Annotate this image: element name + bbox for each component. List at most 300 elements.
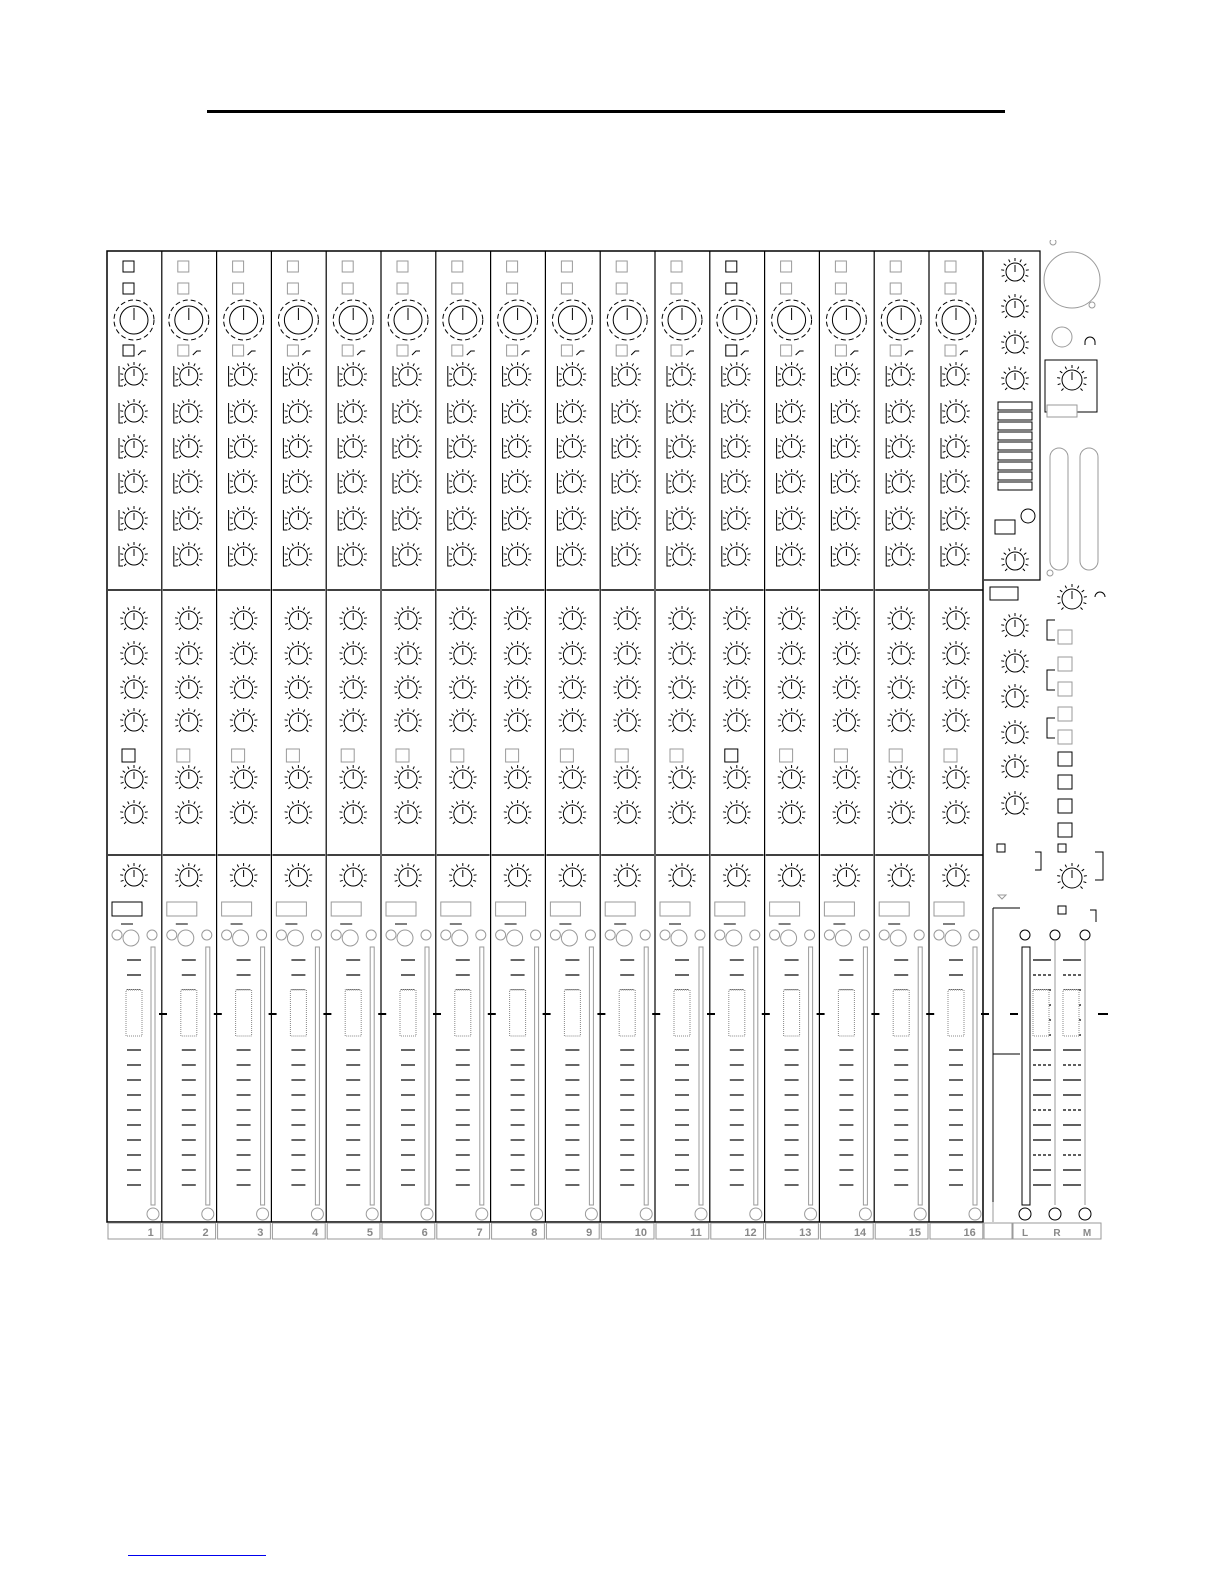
knob-tick (364, 623, 367, 624)
knob-tick (303, 677, 304, 680)
fader-track (535, 947, 539, 1205)
rotary-knob (778, 675, 806, 699)
knob-tick (676, 608, 677, 611)
knob-tick (506, 475, 508, 477)
knob-tick (364, 880, 367, 881)
channel-strip-15 (874, 251, 934, 1239)
knob-tick (398, 730, 400, 732)
knob-tick (563, 885, 565, 887)
rotary-knob (120, 800, 148, 824)
eq-bracket (722, 366, 726, 386)
knob-tick (128, 767, 129, 770)
knob-tick (1004, 553, 1006, 555)
knob-tick (687, 544, 688, 547)
knob-tick (123, 681, 125, 683)
knob-tick (232, 440, 234, 442)
knob-tick (254, 880, 257, 881)
knob-tick (797, 710, 798, 713)
knob-tick (851, 364, 852, 367)
knob-tick (837, 564, 839, 566)
knob-tick (364, 658, 367, 659)
knob-tick (563, 730, 565, 732)
knob-tick (179, 421, 181, 423)
rotary-knob (175, 708, 203, 732)
knob-tick (676, 401, 677, 404)
knob-tick (362, 806, 364, 808)
knob-tick (287, 612, 289, 614)
led (147, 930, 157, 940)
knob-tick (851, 544, 852, 547)
rotary-knob (723, 506, 751, 530)
knob-tick (895, 364, 896, 367)
rotary-knob (504, 469, 532, 493)
knob-tick (747, 880, 750, 881)
knob-tick (124, 787, 126, 789)
knob-tick (123, 405, 125, 407)
knob-tick (449, 692, 452, 693)
knob-tick (303, 471, 304, 474)
knob-tick (287, 869, 289, 871)
phantom-switch (726, 261, 737, 272)
led (496, 930, 506, 940)
eq-bracket (777, 510, 781, 530)
knob-tick (888, 782, 891, 783)
knob-tick (1002, 737, 1005, 738)
knob-tick (1004, 655, 1006, 657)
knob-tick (950, 436, 951, 439)
fader-track (425, 947, 429, 1205)
knob-tick (252, 440, 254, 442)
rotary-knob (668, 434, 696, 458)
channel-strip-4 (271, 251, 331, 1239)
knob-tick (139, 364, 140, 367)
knob-tick (965, 612, 967, 614)
knob-tick (121, 486, 124, 487)
knob-tick (561, 681, 563, 683)
eq-bracket (283, 403, 287, 423)
knob-tick (746, 405, 748, 407)
knob-tick (778, 451, 781, 452)
knob-tick (523, 471, 524, 474)
knob-tick (289, 384, 291, 386)
knob-tick (888, 692, 891, 693)
knob-tick (142, 491, 144, 493)
knob-tick (857, 817, 860, 818)
knob-tick (340, 416, 343, 417)
assign-switch (286, 749, 299, 762)
knob-tick (194, 608, 195, 611)
knob-tick (234, 564, 236, 566)
screw (1089, 302, 1095, 308)
channel-number-label: 1 (147, 1227, 154, 1239)
knob-tick (687, 677, 688, 680)
knob-tick (632, 401, 633, 404)
knob-tick (472, 681, 474, 683)
rotary-knob (449, 708, 477, 732)
knob-tick (1009, 296, 1010, 299)
lowcut-switch (507, 345, 518, 356)
knob-tick (1023, 706, 1025, 708)
knob-tick (453, 885, 455, 887)
knob-tick (252, 869, 254, 871)
knob-tick (397, 475, 399, 477)
knob-tick (249, 508, 250, 511)
mute-button (550, 902, 580, 916)
knob-tick (895, 436, 896, 439)
rotary-knob (285, 469, 313, 493)
eq-bracket (393, 366, 397, 386)
knob-tick (835, 512, 837, 514)
fader-end (969, 1208, 981, 1220)
bracket (1035, 852, 1041, 870)
knob-tick (413, 471, 414, 474)
knob-tick (506, 714, 508, 716)
lowcut-icon (631, 351, 639, 355)
led (859, 930, 869, 940)
assign-switch (780, 749, 793, 762)
knob-tick (616, 869, 618, 871)
rotary-knob (668, 708, 696, 732)
knob-tick (179, 787, 181, 789)
aux-switch (1058, 823, 1072, 837)
knob-tick (802, 523, 805, 524)
knob-tick (857, 623, 860, 624)
knob-tick (635, 663, 637, 665)
knob-tick (307, 512, 309, 514)
eq-bracket (557, 366, 561, 386)
knob-tick (580, 456, 582, 458)
knob-tick (888, 523, 891, 524)
knob-tick (891, 628, 893, 630)
knob-tick (778, 880, 781, 881)
rotary-knob (833, 675, 861, 699)
knob-tick (835, 612, 837, 614)
knob-tick (890, 548, 892, 550)
knob-tick (950, 643, 951, 646)
rotary-knob (833, 506, 861, 530)
knob-tick (468, 436, 469, 439)
knob-tick (362, 612, 364, 614)
knob-tick (473, 416, 476, 417)
eq-bracket (667, 403, 671, 423)
knob-tick (910, 440, 912, 442)
knob-tick (123, 368, 125, 370)
knob-tick (672, 628, 674, 630)
knob-tick (347, 802, 348, 805)
rotary-knob (723, 765, 751, 789)
assign-switch (725, 749, 738, 762)
knob-tick (142, 564, 144, 566)
phantom-switch (123, 261, 134, 272)
knob-tick (254, 523, 257, 524)
knob-tick (561, 405, 563, 407)
knob-tick (802, 416, 805, 417)
knob-tick (895, 544, 896, 547)
knob-tick (199, 692, 202, 693)
channel-strip-3 (217, 251, 277, 1239)
knob-tick (177, 806, 179, 808)
led (750, 930, 760, 940)
knob-tick (362, 475, 364, 477)
knob-tick (397, 405, 399, 407)
knob-tick (358, 508, 359, 511)
knob-tick (563, 822, 565, 824)
knob-tick (669, 817, 672, 818)
rotary-knob (449, 362, 477, 386)
rotary-knob (120, 765, 148, 789)
knob-tick (1060, 869, 1062, 871)
knob-tick (347, 401, 348, 404)
knob-tick (177, 714, 179, 716)
master-fader-end (1049, 1208, 1061, 1220)
knob-tick (566, 544, 567, 547)
knob-tick (671, 714, 673, 716)
knob-tick (617, 456, 619, 458)
rotary-knob (339, 399, 367, 423)
knob-tick (139, 608, 140, 611)
knob-tick (251, 491, 253, 493)
knob-tick (292, 802, 293, 805)
knob-tick (581, 368, 583, 370)
knob-tick (563, 787, 565, 789)
knob-tick (563, 628, 565, 630)
knob-tick (581, 405, 583, 407)
eq-bracket (886, 366, 890, 386)
rotary-knob (449, 542, 477, 566)
knob-tick (581, 440, 583, 442)
led (202, 930, 212, 940)
eq-bracket (777, 546, 781, 566)
knob-tick (124, 697, 126, 699)
switch-bracket (1047, 670, 1055, 690)
knob-tick (177, 647, 179, 649)
knob-tick (449, 880, 452, 881)
knob-tick (966, 486, 969, 487)
gain-knob (936, 300, 976, 340)
knob-tick (636, 405, 638, 407)
phantom-switch (452, 261, 463, 272)
eq-bracket (119, 366, 123, 386)
fader-cap (181, 990, 197, 1036)
knob-tick (851, 767, 852, 770)
fader-cap (345, 990, 361, 1036)
rotary-knob (230, 641, 258, 665)
master-bus-label: R (1053, 1228, 1061, 1239)
knob-tick (142, 384, 144, 386)
rotary-knob (285, 506, 313, 530)
knob-tick (252, 681, 254, 683)
knob-tick (309, 658, 312, 659)
knob-tick (251, 730, 253, 732)
pad-switch (781, 283, 792, 294)
knob-tick (746, 869, 748, 871)
knob-tick (194, 436, 195, 439)
knob-tick (343, 730, 345, 732)
knob-tick (252, 475, 254, 477)
knob-tick (471, 730, 473, 732)
knob-tick (797, 544, 798, 547)
knob-tick (1005, 569, 1007, 571)
knob-tick (468, 401, 469, 404)
knob-tick (780, 647, 782, 649)
knob-tick (347, 710, 348, 713)
rotary-knob (833, 606, 861, 630)
knob-tick (182, 508, 183, 511)
knob-tick (723, 523, 726, 524)
knob-tick (747, 559, 750, 560)
knob-tick (287, 548, 289, 550)
aux-switch (1058, 775, 1072, 789)
mute-button (496, 902, 526, 916)
knob-tick (251, 456, 253, 458)
knob-tick (730, 436, 731, 439)
knob-tick (691, 681, 693, 683)
knob-tick (343, 885, 345, 887)
knob-tick (888, 451, 891, 452)
knob-tick (727, 384, 729, 386)
rotary-knob (887, 506, 915, 530)
knob-tick (292, 865, 293, 868)
knob-tick (198, 647, 200, 649)
knob-tick (632, 710, 633, 713)
master-fader-end (1019, 1208, 1031, 1220)
knob-tick (617, 697, 619, 699)
eq-bracket (722, 403, 726, 423)
knob-tick (723, 658, 726, 659)
knob-tick (785, 677, 786, 680)
knob-tick (508, 528, 510, 530)
knob-tick (581, 806, 583, 808)
fader-cap (290, 990, 306, 1036)
knob-tick (797, 471, 798, 474)
knob-tick (851, 508, 852, 511)
knob-tick (343, 697, 345, 699)
knob-tick (725, 475, 727, 477)
knob-tick (124, 628, 126, 630)
knob-tick (632, 677, 633, 680)
eq-bracket (557, 438, 561, 458)
eq-bracket (393, 473, 397, 493)
rotary-knob (559, 362, 587, 386)
knob-tick (742, 710, 743, 713)
knob-tick (472, 368, 474, 370)
rotary-knob (887, 434, 915, 458)
knob-tick (566, 643, 567, 646)
lowcut-switch (342, 345, 353, 356)
knob-tick (289, 628, 291, 630)
knob-tick (1023, 352, 1025, 354)
fader-track (973, 947, 977, 1205)
knob-tick (616, 405, 618, 407)
knob-tick (890, 368, 892, 370)
fader-end (257, 1208, 269, 1220)
gain-knob (114, 300, 154, 340)
fader-end (147, 1208, 159, 1220)
knob-tick (854, 730, 856, 732)
knob-tick (727, 663, 729, 665)
knob-tick (616, 612, 618, 614)
knob-tick (946, 730, 948, 732)
rotary-knob (120, 506, 148, 530)
knob-tick (230, 658, 233, 659)
knob-tick (747, 692, 750, 693)
rotary-knob (285, 641, 313, 665)
knob-tick (511, 508, 512, 511)
knob-tick (139, 401, 140, 404)
knob-tick (364, 451, 367, 452)
knob-tick (855, 440, 857, 442)
knob-tick (730, 865, 731, 868)
knob-tick (672, 787, 674, 789)
knob-tick (194, 677, 195, 680)
led (311, 930, 321, 940)
knob-tick (309, 523, 312, 524)
knob-tick (361, 697, 363, 699)
knob-tick (837, 384, 839, 386)
eq-bracket (831, 546, 835, 566)
knob-tick (397, 681, 399, 683)
knob-tick (1077, 367, 1078, 370)
gain-knob (333, 300, 373, 340)
knob-tick (449, 379, 452, 380)
knob-tick (175, 782, 178, 783)
knob-tick (1020, 756, 1021, 759)
knob-tick (472, 714, 474, 716)
assign-switch (232, 749, 245, 762)
knob-tick (418, 523, 421, 524)
knob-tick (362, 548, 364, 550)
knob-tick (566, 364, 567, 367)
knob-tick (840, 865, 841, 868)
knob-tick (182, 471, 183, 474)
knob-tick (636, 714, 638, 716)
knob-tick (456, 802, 457, 805)
knob-tick (840, 401, 841, 404)
knob-tick (471, 456, 473, 458)
phones-knob (1057, 365, 1087, 391)
lowcut-switch (287, 345, 298, 356)
knob-tick (890, 806, 892, 808)
knob-tick (526, 869, 528, 871)
knob-tick (234, 628, 236, 630)
knob-tick (780, 771, 782, 773)
rotary-knob (559, 469, 587, 493)
knob-tick (961, 677, 962, 680)
knob-tick (636, 548, 638, 550)
knob-tick (234, 421, 236, 423)
knob-tick (691, 405, 693, 407)
knob-tick (802, 559, 805, 560)
eq-bracket (448, 510, 452, 530)
knob-tick (506, 368, 508, 370)
rotary-knob (120, 469, 148, 493)
knob-tick (362, 512, 364, 514)
knob-tick (799, 787, 801, 789)
led (476, 930, 486, 940)
knob-tick (526, 405, 528, 407)
eq-bracket (831, 366, 835, 386)
knob-tick (855, 612, 857, 614)
knob-tick (128, 865, 129, 868)
knob-tick (561, 368, 563, 370)
rotary-knob (613, 765, 641, 789)
fader-cap (126, 990, 142, 1036)
knob-tick (395, 817, 398, 818)
knob-tick (287, 806, 289, 808)
rotary-knob (668, 675, 696, 699)
knob-tick (342, 869, 344, 871)
knob-tick (417, 440, 419, 442)
